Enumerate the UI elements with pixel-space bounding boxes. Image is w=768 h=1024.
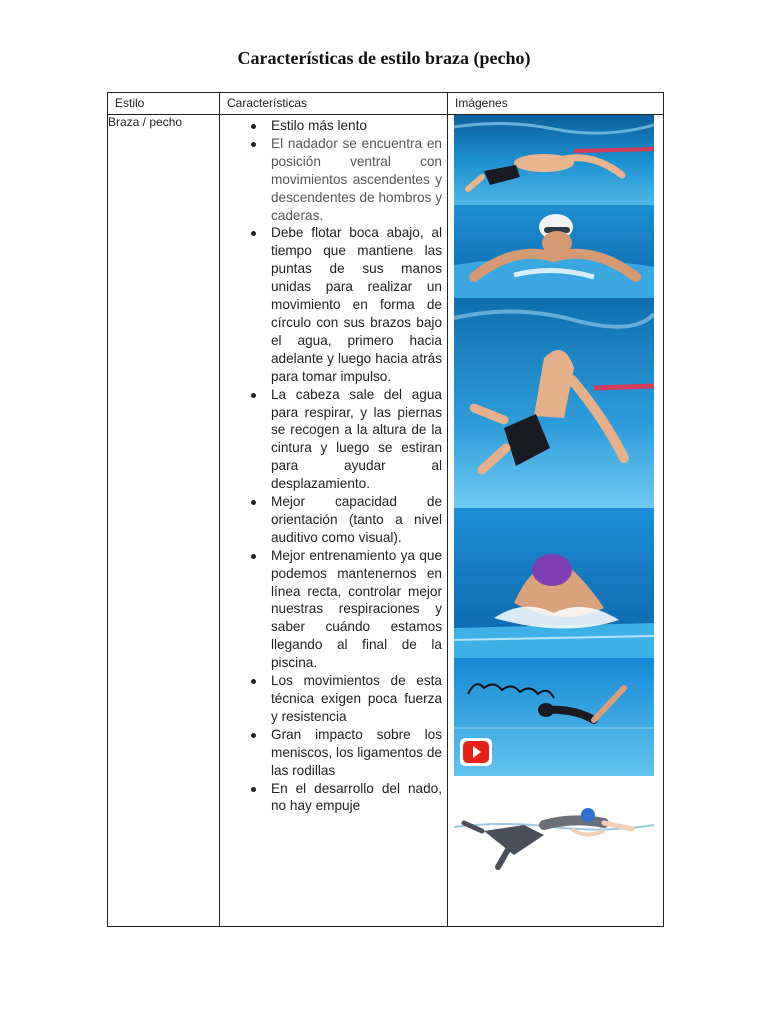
youtube-play-icon[interactable]: [460, 738, 492, 766]
breaststroke-illustration: [454, 795, 654, 875]
bullet-icon: [251, 393, 256, 398]
table-header-row: [108, 93, 664, 115]
document-title: Características de estilo braza (pecho): [237, 48, 531, 68]
bullet-icon: [251, 124, 256, 129]
list-item: Mejor entrenamiento ya que podemos mantenernos en línea recta, controlar mejor nuestras respiraciones y saber cuándo estamos llegando al final de la piscina.: [220, 547, 442, 672]
characteristics-table: [107, 92, 664, 927]
header-caracteristicas: Características: [220, 93, 448, 115]
list-item: En el desarrollo del nado, no hay empuje: [220, 780, 442, 816]
swimmer-front-photo: [454, 205, 654, 298]
bullet-icon: [251, 500, 256, 505]
swimmer-stroke-photo: [454, 298, 654, 508]
list-item: Los movimientos de esta técnica exigen poca fuerza y resistencia: [220, 672, 442, 726]
cell-estilo: Braza / pecho: [108, 115, 220, 927]
list-item: Debe flotar boca abajo, al tiempo que mantiene las puntas de sus manos unidas para realizar un movimiento en forma de círculo con sus brazos bajo el agua, primero hacia adelante y luego hacia atrás para tomar impulso.: [220, 224, 442, 385]
video-thumbnail[interactable]: [454, 658, 654, 776]
cell-caracteristicas: [220, 115, 448, 927]
list-item: Mejor capacidad de orientación (tanto a nivel auditivo como visual).: [220, 493, 442, 547]
bullet-icon: [251, 142, 256, 147]
swimmer-splash-photo: [454, 508, 654, 658]
list-item: La cabeza sale del agua para respirar, y las piernas se recogen a la altura de la cintura y luego se estiran para ayudar al desplazamiento.: [220, 386, 442, 493]
cell-imagenes: [448, 115, 664, 927]
swimmer-underwater-photo: [454, 115, 654, 205]
bullet-icon: [251, 554, 256, 559]
characteristics-list: [220, 115, 447, 815]
bullet-icon: [251, 679, 256, 684]
bullet-icon: [251, 787, 256, 792]
table-row: [108, 115, 664, 927]
list-item: Gran impacto sobre los meniscos, los ligamentos de las rodillas: [220, 726, 442, 780]
list-item: El nadador se encuentra en posición ventral con movimientos ascendentes y descendentes de hombros y caderas.: [220, 135, 442, 225]
bullet-icon: [251, 231, 256, 236]
header-imagenes: Imágenes: [448, 93, 664, 115]
header-estilo: Estilo: [108, 93, 220, 115]
list-item: Estilo más lento: [220, 117, 442, 135]
bullet-icon: [251, 733, 256, 738]
